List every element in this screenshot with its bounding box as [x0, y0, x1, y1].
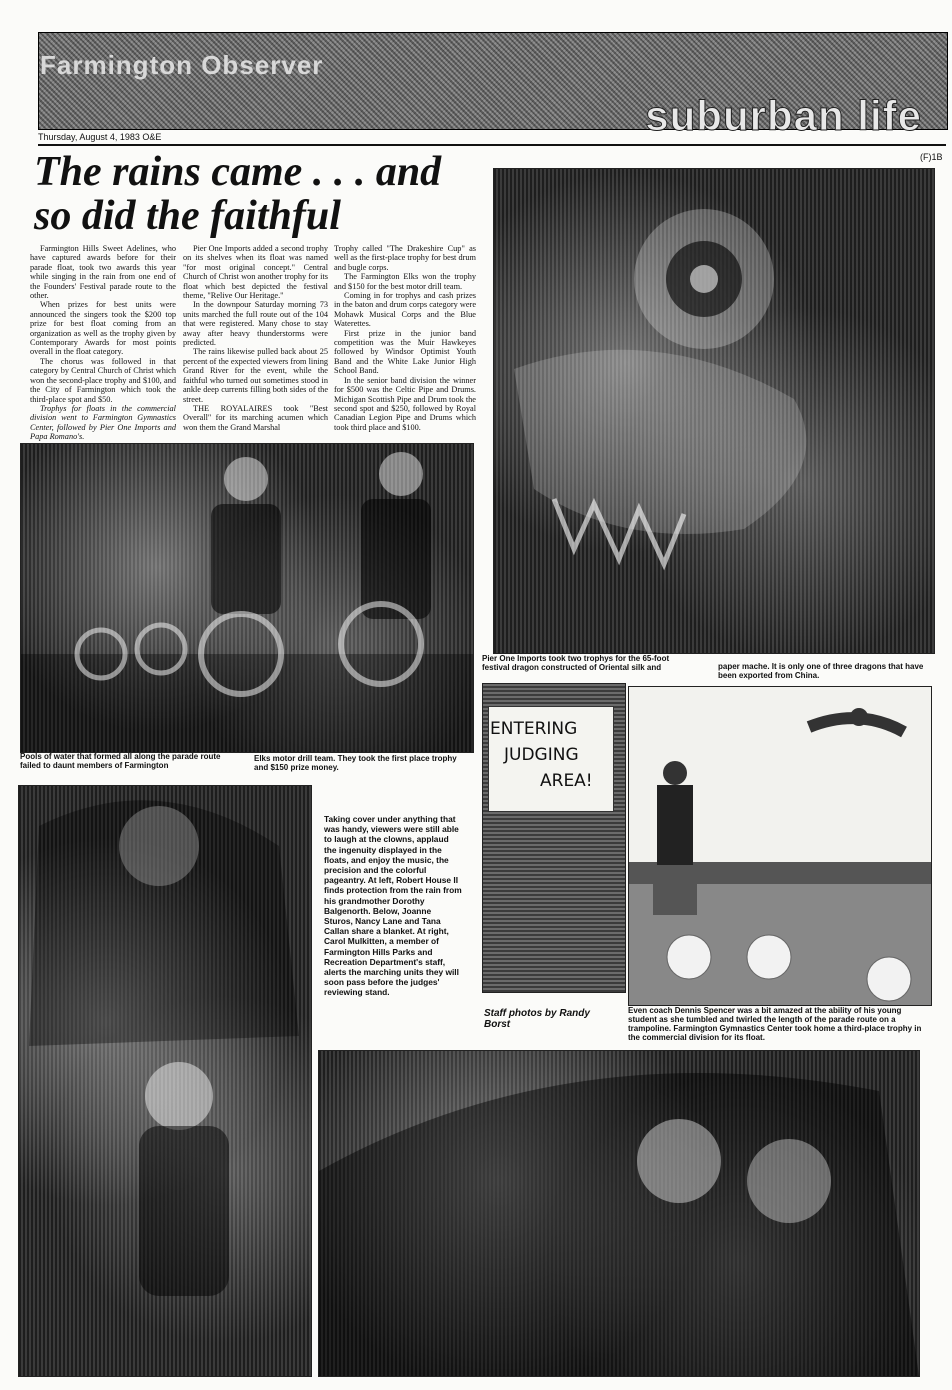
paragraph: The rains likewise pulled back about 25 percent of the expected viewers from lining Grand River for the event, while the faithful who turned out sometimes stood in ankle deep currents filling both sides of the street. [183, 347, 328, 404]
motorcycle-drill-team-photo [20, 443, 474, 753]
paper-name: Farmington Observer [40, 50, 324, 80]
sign-line-3: AREA! [540, 771, 593, 791]
grandmother-illustration [19, 786, 311, 1376]
dragon-photo [493, 168, 935, 654]
article-column-3 [334, 244, 476, 432]
sign-line-1: ENTERING [490, 719, 578, 739]
blanket-illustration [319, 1051, 919, 1376]
dragon-illustration [494, 169, 934, 653]
paragraph: Pier One Imports added a second trophy on its shelves when its float was named "for most original concept." Central Church of Christ won another trophy for its float which best depicted the festival theme, "Relive Our Heritage." [183, 244, 328, 301]
motorcycles-illustration [21, 444, 473, 752]
paragraph: Farmington Hills Sweet Adelines, who have captured awards before for their parade float, took two awards this year while singing in the rain from one end of the Founders' Festival parade route to the other. [30, 244, 176, 301]
paragraph: The chorus was followed in that category by Central Church of Christ which won the second-place trophy and $100, and the City of Farmington which took the third-place spot and $50. [30, 356, 176, 404]
article-column-2 [183, 244, 328, 432]
header-rule [38, 144, 946, 146]
dateline: Thursday, August 4, 1983 O&E [38, 132, 162, 142]
trampoline-photo [628, 686, 932, 1006]
elks-caption: Elks motor drill team. They took the first place trophy and $150 prize money. [254, 754, 457, 772]
dragon-caption-right: paper mache. It is only one of three dragons that have been exported from China. [718, 662, 924, 680]
paragraph: The Farmington Elks won the trophy and $150 for the best motor drill team. [334, 272, 476, 291]
dragon-caption-left: Pier One Imports took two trophys for the 65-foot festival dragon constructed of Oriental silk and [482, 654, 670, 672]
page-number: (F)1B [920, 152, 943, 162]
staff-photos-credit: Staff photos by Randy Borst [484, 1008, 590, 1030]
coach-caption: Even coach Dennis Spencer was a bit amazed at the ability of his young student as she tumbled and twirled the length of the parade route on a trampoline. Farmington Gymnastics Center took home a third-place trophy in the commercial division for its float. [628, 1006, 922, 1042]
paragraph: Coming in for trophys and cash prizes in the baton and drum corps category were Mohawk Musical Corps and the Blue Waterettes. [334, 291, 476, 329]
paragraph: In the senior band division the winner for $500 was the Celtic Pipe and Drums. Michigan Scottish Pipe and Drum took the second spot and $250, followed by Royal Canadian Legion Pipe and Drums which took third place and $100. [334, 375, 476, 432]
blanket-shelter-photo [318, 1050, 920, 1377]
paragraph: First prize in the junior band competition was the Muir Hawkeyes followed by Windsor Optimist Youth Band and the White Lake Junior High School Band. [334, 328, 476, 376]
paragraph: In the downpour Saturday morning 73 units marched the full route out of the 104 that were registered. Many chose to stay away after heavy thunderstorms were predicted. [183, 300, 328, 348]
pools-caption: Pools of water that formed all along the parade route failed to daunt members of Farmington [20, 752, 221, 770]
sign-text [490, 716, 610, 794]
paragraph: Trophys for floats in the commercial division went to Farmington Gymnastics Center, followed by Pier One Imports and Papa Romano's. [30, 403, 176, 442]
article-column-1 [30, 244, 176, 442]
paragraph: Trophy called "The Drakeshire Cup" as well as the first-place trophy for best drum and bugle corps. [334, 244, 476, 272]
section-name: suburban life [645, 92, 922, 139]
sign-line-2: JUDGING [504, 745, 579, 765]
headline: The rains came . . . and so did the faithful [34, 149, 442, 239]
paragraph: THE ROYALAIRES took "Best Overall" for its marching acumen which won them the Grand Marshal [183, 403, 328, 432]
taking-cover-caption: Taking cover under anything that was handy, viewers were still able to laugh at the clowns, applaud the ingenuity displayed in the floats, and enjoy the music, the precision and the colorful pageantry. At left, Robert House II finds protection from the rain from his grandmother Dorothy Balgenorth. Below, Joanne Sturos, Nancy Lane and Tana Callan share a blanket. At right, Carol Mulkitten, a member of Farmington Hills Parks and Recreation Department's staff, alerts the marching units they will soon pass before the judges' reviewing stand. [324, 814, 462, 998]
grandmother-child-photo [18, 785, 312, 1377]
trampoline-illustration [629, 687, 931, 1005]
paragraph: When prizes for best units were announced the singers took the $200 top prize for best float coming from an organization as well as the trophy given by Contemporary Awards for most points overall in the float category. [30, 300, 176, 357]
